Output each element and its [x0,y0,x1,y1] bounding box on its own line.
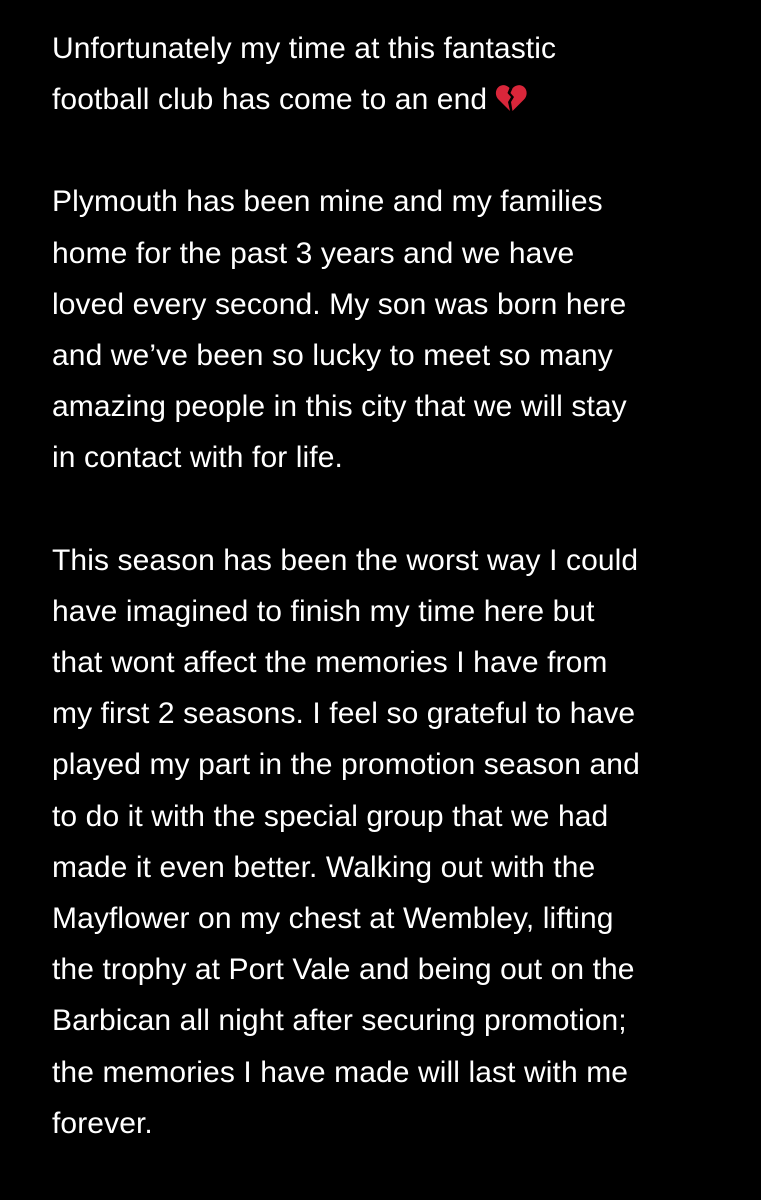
text-line: to do it with the special group that we had [52,799,609,833]
text-line: home for the past 3 years and we have [52,236,575,270]
text-line-content: football club has come to an end [52,83,488,117]
text-line [52,74,742,125]
text-line: forever. [52,1106,153,1140]
text-line: played my part in the promotion season and [52,748,640,782]
paragraph-season-memories [52,535,742,1149]
text-line: amazing people in this city that we will stay [52,390,627,424]
text-line: Plymouth has been mine and my families [52,185,603,219]
text-line: in contact with for life. [52,441,343,475]
note-body [52,23,742,1200]
paragraph-farewell [52,23,742,125]
text-line: and we’ve been so lucky to meet so many [52,339,613,373]
text-line: made it even better. Walking out with the [52,850,596,884]
text-line: Mayflower on my chest at Wembley, lifting [52,902,614,936]
text-line: the trophy at Port Vale and being out on the [52,953,635,987]
text-line: This season has been the worst way I could [52,543,639,577]
paragraph-plymouth-home [52,176,742,483]
text-line: loved every second. My son was born here [52,287,627,321]
text-line: that wont affect the memories I have from [52,646,608,680]
broken-heart-icon [495,83,527,113]
text-line: have imagined to finish my time here but [52,594,595,628]
text-line: my first 2 seasons. I feel so grateful to have [52,697,636,731]
text-line: Barbican all night after securing promotion; [52,1004,627,1038]
text-line: the memories I have made will last with me [52,1055,629,1089]
text-line: Unfortunately my time at this fantastic [52,32,557,65]
